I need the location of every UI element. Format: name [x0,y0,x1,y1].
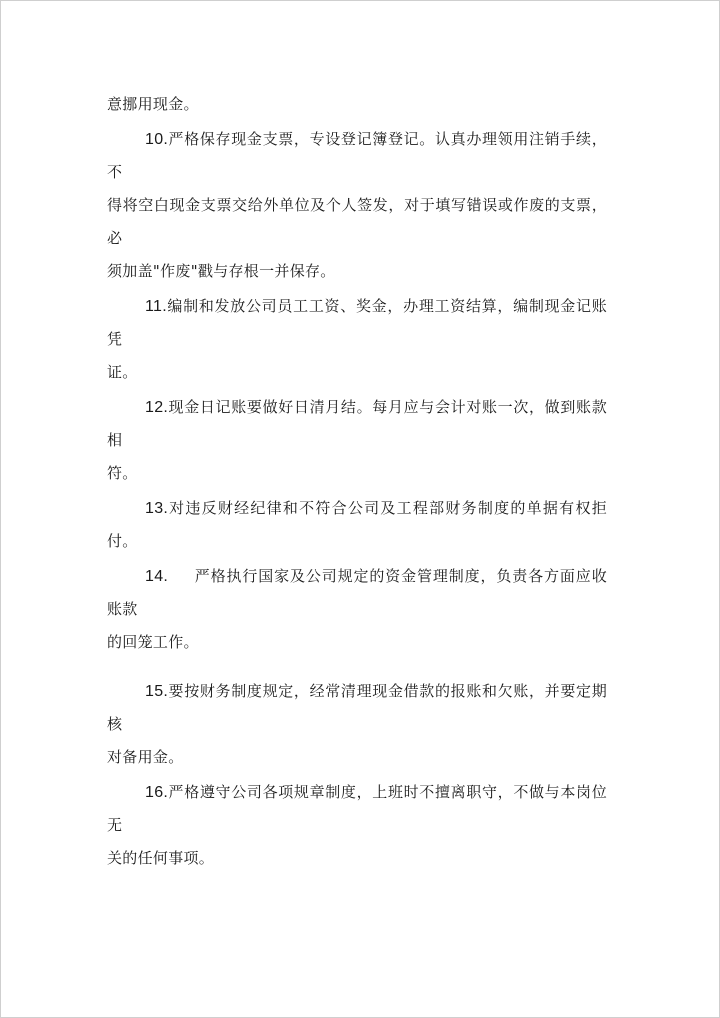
item-text-line: 对违反财经纪律和不符合公司及工程部财务制度的单据有权拒付。 [107,499,607,550]
item-number: 13. [145,500,169,517]
item-number: 11. [145,298,167,315]
list-item-13 [107,492,607,558]
continuation-text: 意挪用现金。 [107,95,199,113]
list-item-15 [107,675,607,774]
item-text-line: 严格遵守公司各项规章制度，上班时不擅离职守，不做与本岗位无 [107,783,607,834]
item-number: 12. [145,399,169,416]
item-number: 15. [145,683,169,700]
item-text-line: 得将空白现金支票交给外单位及个人签发，对于填写错误或作废的支票，必 [107,196,607,247]
list-item-11 [107,290,607,389]
paragraph-gap [107,661,607,675]
item-number: 10. [145,131,169,148]
item-text-line: 关的任何事项。 [107,849,215,867]
item-text-line: 的回笼工作。 [107,633,199,651]
item-text-line: 对备用金。 [107,748,184,766]
item-number: 14. [145,568,169,585]
list-item-14 [107,560,607,659]
item-text-line: 现金日记账要做好日清月结。每月应与会计对账一次，做到账款相 [107,398,607,449]
item-text-line: 编制和发放公司员工工资、奖金，办理工资结算，编制现金记账凭 [107,297,607,348]
item-text-line: 须加盖"作废"戳与存根一并保存。 [107,262,336,280]
continuation-line [107,88,607,121]
item-text-line: 要按财务制度规定，经常清理现金借款的报账和欠账，并要定期核 [107,682,607,733]
item-number: 16. [145,784,169,801]
item-text-line: 严格保存现金支票，专设登记簿登记。认真办理领用注销手续，不 [107,130,607,181]
item-text-line: 严格执行国家及公司规定的资金管理制度，负责各方面应收账款 [107,567,607,618]
list-item-10 [107,123,607,288]
item-text-line: 证。 [107,363,138,381]
list-item-16 [107,776,607,875]
item-text-line: 符。 [107,464,138,482]
list-item-12 [107,391,607,490]
document-body [107,88,607,877]
